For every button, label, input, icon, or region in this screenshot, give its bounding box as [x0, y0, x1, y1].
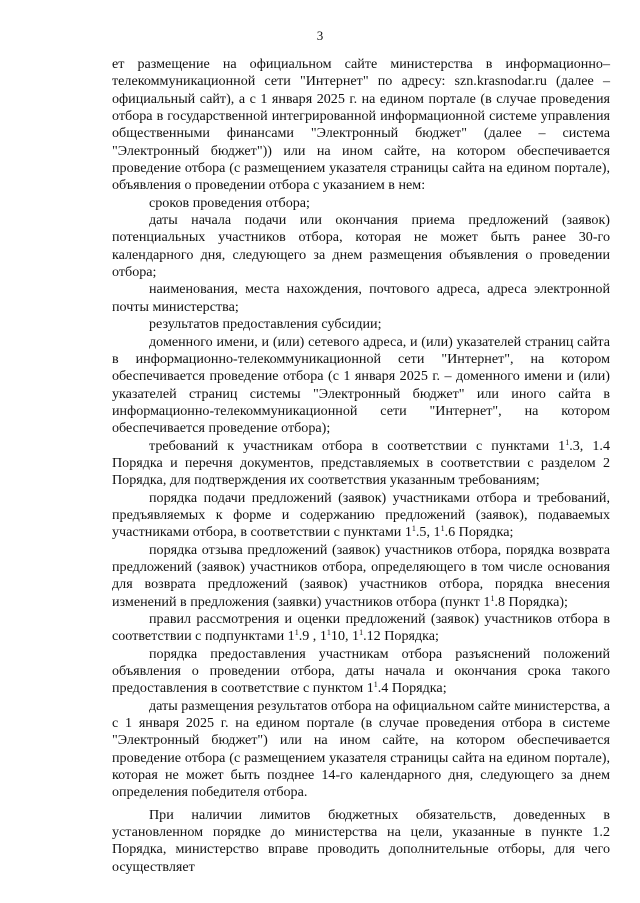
- paragraph-p01: [112, 56, 610, 195]
- page-number: 3: [316, 28, 324, 43]
- paragraph-p09: [112, 542, 610, 611]
- superscript-index: 1: [440, 524, 445, 534]
- text-run: сроков проведения отбора;: [149, 194, 310, 211]
- text-run: результатов предоставления субсидии;: [149, 316, 382, 333]
- text-run: порядка подачи предложений (заявок) участниками отбора и требований, предъявляемых к форме и содержанию предложений (заявок), подаваемых участниками отбора, в соответствии с пунктами 1: [112, 489, 610, 541]
- text-run: требований к участникам отбора в соответствии с пунктами 1: [149, 437, 566, 454]
- superscript-index: 1: [490, 593, 495, 603]
- text-run: 10, 1: [330, 628, 360, 645]
- text-run: .4 Порядка;: [377, 680, 447, 697]
- paragraph-p08: [112, 490, 610, 542]
- paragraph-p11: [112, 646, 610, 698]
- text-run: .6 Порядка;: [444, 524, 514, 541]
- paragraph-p03: [112, 212, 610, 281]
- text-run: При наличии лимитов бюджетных обязательств, доведенных в установленном порядке до министерства на цели, указанные в пункте 1.2 Порядка, министерство вправе проводить дополнительные отборы, для чего осуществляет: [112, 806, 610, 875]
- text-run: ет размещение на официальном сайте министерства в информационно–телекоммуникационной сети "Интернет" по адресу: szn.krasnodar.ru (далее – официальный сайт), а с 1 января 2025 г. на едином портале (в случае проведения отбора в государственной интегрированной информационной системе управления общественными финансами "Электронный бюджет" (далее – система "Электронный бюджет")) или на ином сайте, на котором обеспечивается проведение отбора (с размещением указателя страницы сайта на едином портале), объявления о проведении отбора с указанием в нем:: [112, 56, 610, 194]
- text-run: .9 , 1: [298, 628, 327, 645]
- paragraph-p10: [112, 611, 610, 646]
- superscript-index: 1: [326, 628, 331, 638]
- document-body: [112, 56, 610, 876]
- paragraph-p07: [112, 438, 610, 490]
- superscript-index: 1: [294, 628, 299, 638]
- text-run: даты начала подачи или окончания приема предложений (заявок) потенциальных участников отбора, которая не может быть ранее 30-го календарного дня, следующего за днем размещения объявления о проведении отбора;: [112, 212, 610, 281]
- text-run: правил рассмотрения и оценки предложений (заявок) участников отбора в соответствии с подпунктами 1: [112, 611, 610, 645]
- text-run: порядка отзыва предложений (заявок) участников отбора, порядка возврата предложений (заявок) участников отбора, определяющего в том числе основания для возврата предложений (заявок) участников отбора, порядка внесения изменений в предложения (заявки) участников отбора (пункт 1: [112, 541, 610, 610]
- paragraph-p06: [112, 334, 610, 438]
- paragraph-p02: [112, 195, 610, 212]
- text-run: доменного имени, и (или) сетевого адреса, и (или) указателей страниц сайта в информационно-телекоммуникационной сети "Интернет", на котором обеспечивается проведение отбора (с 1 января 2025 г. – доменного имени и (или) указателей страниц системы "Электронный бюджет" или иного сайта в информационно-телекоммуникационной сети "Интернет", на котором обеспечивается проведение отбора);: [112, 333, 610, 437]
- text-run: .5, 1: [415, 524, 441, 541]
- superscript-index: 1: [411, 524, 416, 534]
- paragraph-p05: [112, 316, 610, 333]
- superscript-index: 1: [359, 628, 364, 638]
- text-run: порядка предоставления участникам отбора разъяснений положений объявления о проведении отбора, даты начала и окончания срока такого предоставления в соответствие с пунктом 1: [112, 645, 610, 697]
- text-run: .8 Порядка);: [494, 593, 568, 610]
- text-run: .12 Порядка;: [363, 628, 439, 645]
- paragraph-p13: [112, 807, 610, 876]
- superscript-index: 1: [565, 437, 570, 447]
- text-run: наименования, места нахождения, почтового адреса, адреса электронной почты министерства;: [112, 281, 610, 315]
- paragraph-p12: [112, 698, 610, 802]
- text-run: .3, 1.4 Порядка и перечня документов, представляемых в соответствии с разделом 2 Порядка, для подтверждения их соответствия указанным требованиям;: [112, 437, 610, 489]
- paragraph-p04: [112, 281, 610, 316]
- text-run: даты размещения результатов отбора на официальном сайте министерства, а с 1 января 2025 г. на едином портале (в случае проведения отбора в системе "Электронный бюджет") или на ином сайте, на котором обеспечивается проведение отбора (с размещением указателя страницы сайта на едином портале), которая не может быть позднее 14-го календарного дня, следующего за днем определения победителя отбора.: [112, 697, 610, 801]
- superscript-index: 1: [373, 680, 378, 690]
